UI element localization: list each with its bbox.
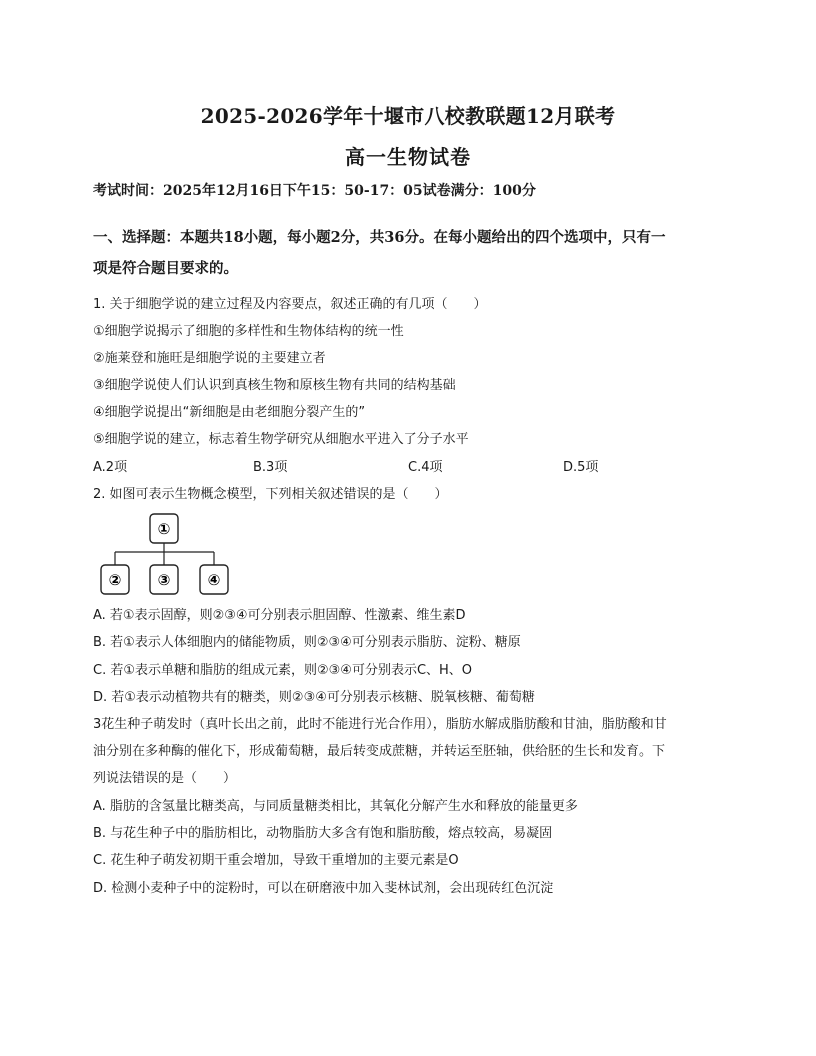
q3-stem-line3: 列说法错误的是（ ） [93, 771, 237, 786]
section-heading-line1: 一、选择题：本题共18小题，每小题2分，共36分。在每小题给出的四个选项中，只有一 [93, 229, 666, 246]
q1-item-3: ③细胞学说使人们认识到真核生物和原核生物有共同的结构基础 [93, 378, 456, 393]
exam-meta: 考试时间：2025年12月16日下午15：50-17：05试卷满分：100分 [93, 183, 536, 199]
diagram-node-top [150, 514, 178, 543]
diagram-node-right-label: ④ [207, 571, 221, 589]
diagram-node-top-label: ① [157, 520, 171, 538]
exam-title: 2025-2026学年十堰市八校教联题12月联考 [200, 104, 616, 128]
diagram-node-right [200, 565, 228, 594]
q3-option-c: C. 花生种子萌发初期干重会增加，导致干重增加的主要元素是O [93, 853, 459, 868]
q1-item-5: ⑤细胞学说的建立，标志着生物学研究从细胞水平进入了分子水平 [93, 432, 469, 447]
q3-stem-line2: 油分别在多种酶的催化下，形成葡萄糖，最后转变成蔗糖，并转运至胚轴，供给胚的生长和发育。下 [93, 744, 666, 759]
q1-option-c: C.4项 [408, 460, 443, 475]
exam-subtitle: 高一生物试卷 [345, 145, 471, 169]
q2-option-c: C. 若①表示单糖和脂肪的组成元素，则②③④可分别表示C、H、O [93, 663, 473, 678]
q1-option-d: D.5项 [563, 460, 599, 475]
q2-stem: 2. 如图可表示生物概念模型，下列相关叙述错误的是（ ） [93, 487, 448, 502]
q1-item-1: ①细胞学说揭示了细胞的多样性和生物体结构的统一性 [93, 324, 404, 339]
diagram-node-middle [150, 565, 178, 594]
q3-option-d: D. 检测小麦种子中的淀粉时，可以在研磨液中加入斐林试剂，会出现砖红色沉淀 [93, 881, 554, 896]
q2-option-a: A. 若①表示固醇，则②③④可分别表示胆固醇、性激素、维生素D [93, 608, 466, 623]
q3-option-b: B. 与花生种子中的脂肪相比，动物脂肪大多含有饱和脂肪酸，熔点较高，易凝固 [93, 826, 553, 841]
q1-item-2: ②施莱登和施旺是细胞学说的主要建立者 [93, 351, 326, 366]
q1-item-4: ④细胞学说提出“新细胞是由老细胞分裂产生的” [93, 405, 366, 420]
concept-model-diagram [98, 510, 238, 600]
diagram-node-left [101, 565, 129, 594]
q1-stem: 1. 关于细胞学说的建立过程及内容要点，叙述正确的有几项（ ） [93, 297, 487, 312]
diagram-node-middle-label: ③ [157, 571, 171, 589]
q3-option-a: A. 脂肪的含氢量比糖类高，与同质量糖类相比，其氧化分解产生水和释放的能量更多 [93, 799, 578, 814]
q1-option-a: A.2项 [93, 460, 128, 475]
q1-option-b: B.3项 [253, 460, 288, 475]
q2-option-d: D. 若①表示动植物共有的糖类，则②③④可分别表示核糖、脱氧核糖、葡萄糖 [93, 690, 535, 705]
section-heading-line2: 项是符合题目要求的。 [93, 260, 238, 277]
q3-stem-line1: 3花生种子萌发时（真叶长出之前，此时不能进行光合作用），脂肪水解成脂肪酸和甘油，脂肪酸和甘 [93, 717, 667, 732]
q2-option-b: B. 若①表示人体细胞内的储能物质，则②③④可分别表示脂肪、淀粉、糖原 [93, 635, 521, 650]
diagram-node-left-label: ② [108, 571, 122, 589]
